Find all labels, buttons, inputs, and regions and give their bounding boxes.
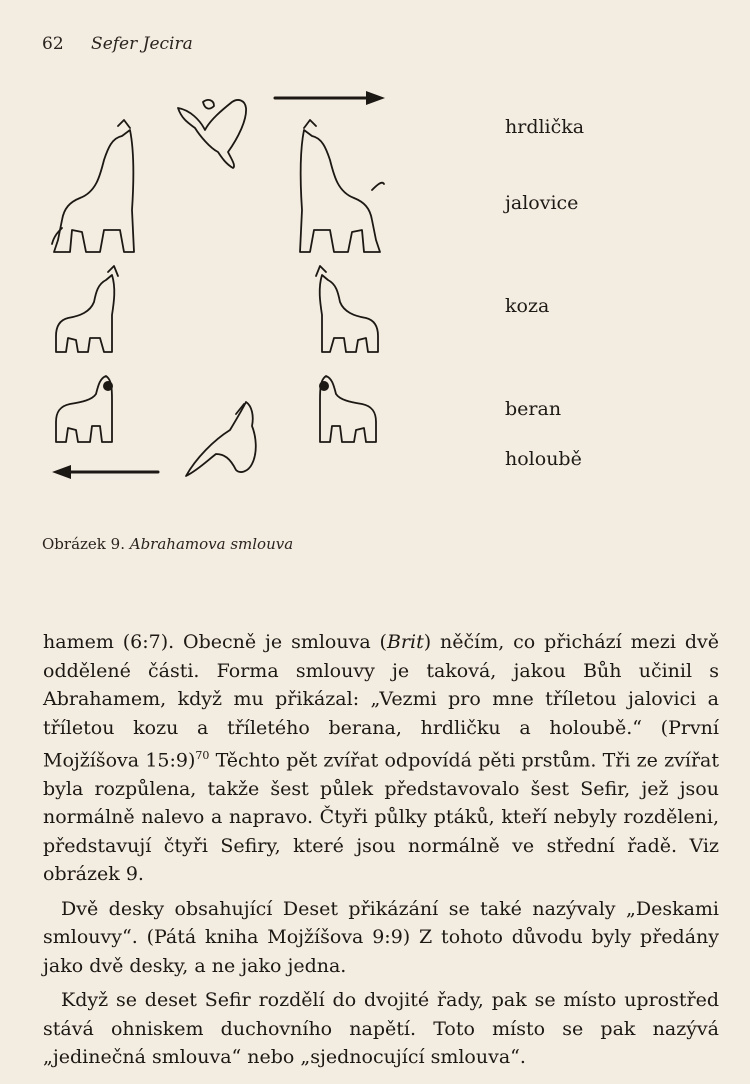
caption-title: Abrahamova smlouva <box>129 535 294 553</box>
paragraph-1-part-b: ) něčím, co přichází mezi dvě oddělené části. Forma smlouvy je taková, jakou Bůh učinil s Abrahamem, když mu přikázal: „Vezmi pro mne tříletou jalovici a tříletou kozu a tříletého berana, hrdličku a holoubě.“ (První Mojžíšova 15:9) <box>43 631 719 772</box>
label-ram: beran <box>505 398 562 420</box>
heifer-left-half-icon <box>52 120 134 252</box>
label-young-pigeon: holoubě <box>505 448 582 470</box>
goat-right-half-icon <box>316 266 378 352</box>
arrow-right-icon <box>275 91 385 105</box>
label-turtledove: hrdlička <box>505 116 585 138</box>
label-heifer: jalovice <box>505 192 579 214</box>
paragraph-3: Když se deset Sefir rozdělí do dvojité řady, pak se místo uprostřed stává ohniskem duchovního napětí. Toto místo se pak nazývá „jedinečná smlouva“ nebo „sjednocující smlouva“. <box>43 989 719 1069</box>
paragraph-1-part-c: Těchto pět zvířat odpovídá pěti prstům. Tři ze zvířat byla rozpůlena, takže šest půlek představovalo šest Sefir, jež jsou normálně nalevo a napravo. Čtyři půlky ptáků, kteří nebyly rozděleni, představují čtyři Sefiry, které jsou normálně ve střední řadě. Viz obrázek 9. <box>43 749 719 886</box>
footnote-ref-70: 70 <box>195 749 210 762</box>
label-goat: koza <box>505 295 550 317</box>
page-number: 62 <box>42 34 64 54</box>
figure-caption <box>42 535 293 553</box>
caption-prefix: Obrázek 9. <box>42 535 125 553</box>
term-brit: Brit <box>386 631 424 653</box>
ram-right-half-icon <box>319 376 376 442</box>
paragraph-1-part-a: hamem (6:7). Obecně je smlouva ( <box>43 631 387 653</box>
figure-abrahams-covenant <box>0 80 750 530</box>
body-text <box>43 628 719 1072</box>
running-title: Sefer Jecira <box>91 34 193 54</box>
arrow-left-icon <box>52 465 158 479</box>
goat-left-half-icon <box>56 266 118 352</box>
young-pigeon-icon <box>186 402 256 476</box>
paragraph-1 <box>43 628 719 889</box>
page-header <box>42 34 193 54</box>
paragraph-2: Dvě desky obsahující Deset přikázání se také nazývaly „Deskami smlouvy“. (Pátá kniha Mojžíšova 9:9) Z tohoto důvodu byly předány jako dvě desky, a ne jako jedna. <box>43 897 719 977</box>
animal-halves-illustration <box>0 80 750 530</box>
turtledove-icon <box>178 100 246 168</box>
heifer-right-half-icon <box>300 120 384 252</box>
ram-left-half-icon <box>56 376 113 442</box>
